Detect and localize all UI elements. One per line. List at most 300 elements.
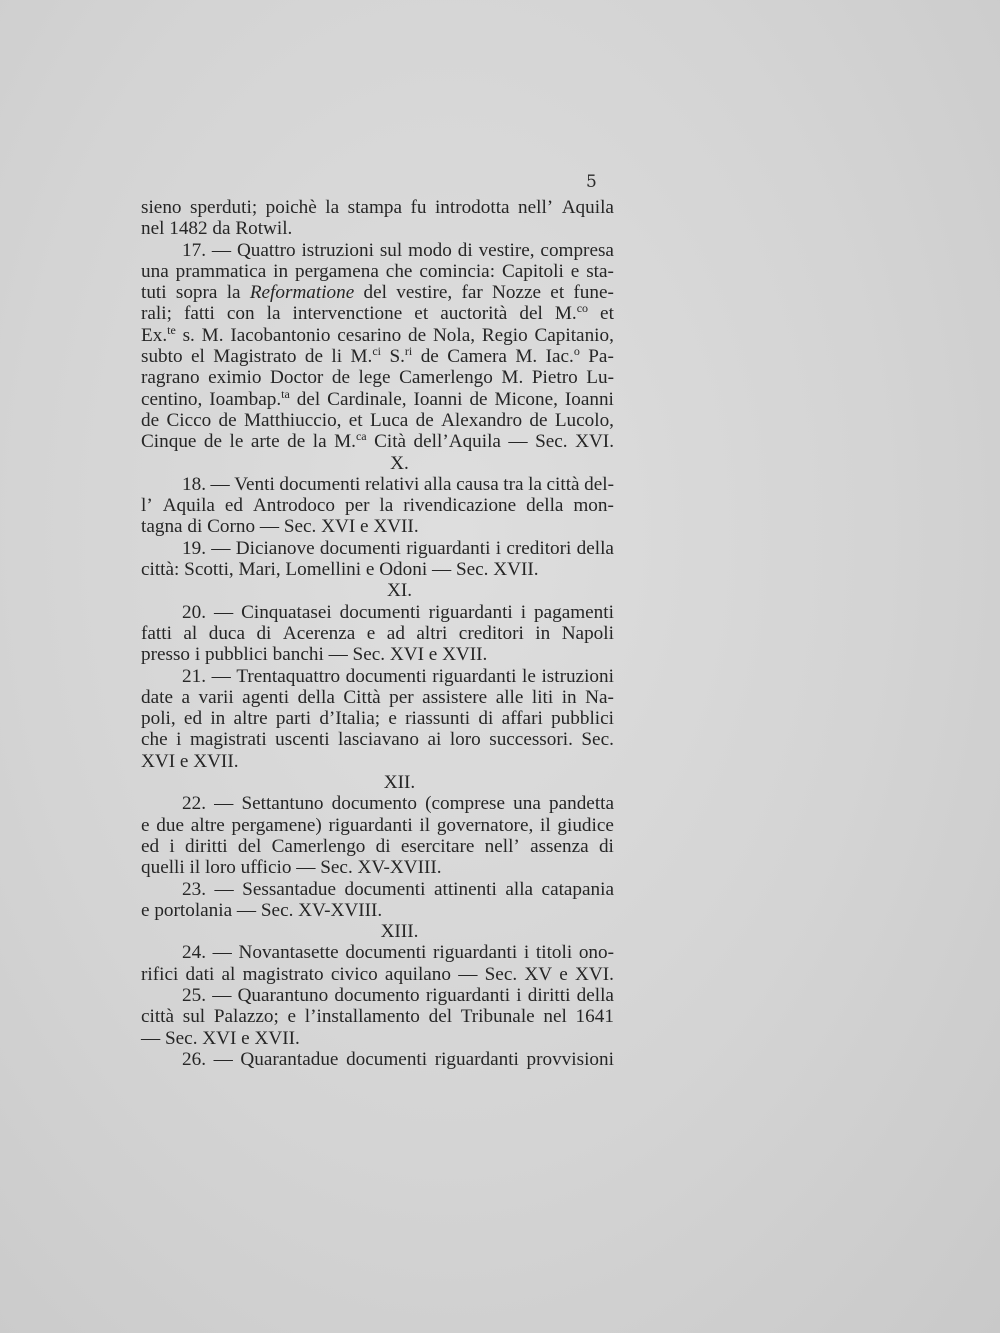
text-line bbox=[141, 1028, 614, 1049]
word: de bbox=[469, 388, 488, 410]
text-line bbox=[141, 623, 614, 644]
word: al bbox=[183, 622, 198, 644]
section-heading bbox=[141, 580, 614, 601]
word: due bbox=[156, 814, 184, 836]
word: l’ bbox=[141, 495, 153, 517]
word: pubblici bbox=[551, 708, 614, 730]
word: istruzioni bbox=[301, 239, 374, 261]
word: poli, bbox=[141, 708, 176, 730]
word: Na- bbox=[585, 686, 614, 708]
word: Nola, bbox=[432, 324, 476, 346]
word: al bbox=[221, 963, 236, 985]
text-line bbox=[141, 559, 614, 580]
word: 21. bbox=[182, 665, 206, 687]
word: Acerenza bbox=[282, 622, 356, 644]
section-heading bbox=[141, 921, 614, 942]
word: Alexandro bbox=[441, 409, 523, 431]
word: et bbox=[550, 282, 565, 304]
word: 22. bbox=[182, 793, 206, 815]
word: Capitoli bbox=[501, 260, 564, 282]
text-line bbox=[141, 218, 614, 239]
word: poichè bbox=[265, 197, 317, 218]
word: intervenctione bbox=[292, 303, 403, 325]
word: altre bbox=[233, 708, 268, 730]
line-text: tagna di Corno — Sec. XVI e XVII. bbox=[141, 516, 419, 538]
word: et bbox=[600, 303, 614, 325]
word: Pa- bbox=[588, 346, 614, 368]
word: Antrodoco bbox=[252, 495, 336, 517]
section-heading bbox=[141, 453, 614, 474]
word: Venti bbox=[234, 473, 275, 495]
word: et bbox=[414, 303, 429, 325]
superscript: ci bbox=[372, 344, 382, 359]
word: Quarantadue bbox=[240, 1048, 339, 1070]
superscript: co bbox=[576, 301, 589, 316]
text-line bbox=[141, 197, 614, 218]
word: della bbox=[576, 537, 614, 559]
text-line bbox=[141, 1006, 614, 1027]
text-line bbox=[141, 751, 614, 772]
word: el bbox=[191, 346, 205, 368]
word: arte bbox=[250, 431, 280, 453]
word: Sec. bbox=[581, 729, 614, 751]
superscript: o bbox=[573, 344, 580, 359]
word: istruzioni bbox=[541, 665, 614, 687]
word: Napoli bbox=[561, 622, 614, 644]
line-text: X. bbox=[390, 452, 409, 474]
word: governatore, bbox=[436, 814, 534, 836]
word: città bbox=[141, 1006, 175, 1028]
word: 26. bbox=[182, 1048, 206, 1070]
text-line bbox=[141, 495, 614, 516]
word: dati bbox=[185, 963, 215, 985]
word: de bbox=[141, 409, 160, 431]
word: de bbox=[218, 409, 237, 431]
word: giudice bbox=[557, 814, 614, 836]
word: la bbox=[226, 282, 241, 304]
word: — bbox=[211, 537, 231, 559]
word: documenti bbox=[344, 878, 426, 900]
word: M. bbox=[515, 346, 538, 368]
superscript: ri bbox=[404, 344, 413, 359]
text-line bbox=[141, 666, 614, 687]
word: alla bbox=[505, 878, 534, 900]
word: — bbox=[211, 665, 231, 687]
word: 19. bbox=[182, 537, 206, 559]
text-line bbox=[141, 410, 614, 431]
word: Cità bbox=[374, 431, 407, 453]
word: Ioanni bbox=[564, 388, 614, 410]
word: ed bbox=[224, 495, 243, 517]
text-line bbox=[141, 793, 614, 814]
word: e bbox=[366, 622, 376, 644]
word: sul bbox=[379, 239, 403, 261]
line-text: XII. bbox=[383, 772, 416, 794]
word: 20. bbox=[182, 601, 206, 623]
word: documenti bbox=[345, 942, 427, 964]
word: — bbox=[214, 878, 234, 900]
word: uscenti bbox=[275, 729, 330, 751]
word: sopra bbox=[175, 282, 218, 304]
word: auctorità bbox=[440, 303, 508, 325]
word: lege bbox=[358, 367, 391, 389]
word: XVI. bbox=[575, 963, 614, 985]
word: tra bbox=[503, 473, 524, 495]
word: Sec. bbox=[484, 963, 518, 985]
word: affari bbox=[501, 708, 543, 730]
word: una bbox=[141, 260, 169, 282]
word: sul bbox=[182, 1006, 206, 1028]
word: comincia: bbox=[419, 260, 496, 282]
word: rivendicazione bbox=[403, 495, 517, 517]
word: assistere bbox=[422, 686, 488, 708]
word: per bbox=[389, 686, 414, 708]
word: Ioanni bbox=[413, 388, 463, 410]
text-line bbox=[141, 602, 614, 623]
word: e bbox=[287, 1006, 297, 1028]
word: e bbox=[141, 814, 150, 836]
word: che bbox=[141, 729, 168, 751]
text-line bbox=[141, 729, 614, 750]
word: nell’ bbox=[484, 835, 520, 857]
text-line bbox=[141, 942, 614, 963]
word: la bbox=[312, 431, 327, 453]
word: relativi bbox=[364, 473, 420, 495]
word: modo bbox=[408, 239, 452, 261]
word: della bbox=[576, 984, 614, 1006]
text-line bbox=[141, 474, 614, 495]
text-line bbox=[141, 386, 614, 410]
word: Novantasette bbox=[238, 942, 339, 964]
word: S.$^{ri}$ bbox=[389, 344, 413, 368]
word: ai bbox=[427, 729, 442, 751]
word: riguardanti bbox=[432, 665, 517, 687]
word: de bbox=[415, 409, 434, 431]
word: introdotta bbox=[434, 197, 510, 218]
word: ed bbox=[183, 708, 203, 730]
word: città bbox=[546, 473, 580, 495]
word: alla bbox=[423, 473, 452, 495]
word: in bbox=[273, 260, 289, 282]
word: fu bbox=[410, 197, 427, 218]
word: dell’Aquila bbox=[413, 431, 501, 453]
word: Ioambap.$^{ta}$ bbox=[209, 386, 290, 410]
word: per bbox=[344, 495, 370, 517]
word: creditori bbox=[506, 537, 572, 559]
text-line bbox=[141, 367, 614, 388]
word: altri bbox=[416, 622, 448, 644]
word: Cardinale, bbox=[327, 388, 407, 410]
word: di bbox=[478, 708, 494, 730]
text-line bbox=[141, 857, 614, 878]
word: Lucolo, bbox=[554, 409, 614, 431]
word: del bbox=[428, 1006, 453, 1028]
word: Settantuno bbox=[241, 793, 324, 815]
word: a bbox=[181, 686, 190, 708]
text-line bbox=[141, 815, 614, 836]
word: del bbox=[296, 388, 321, 410]
text-line bbox=[141, 985, 614, 1006]
word: di bbox=[375, 835, 391, 857]
word: civico bbox=[330, 963, 378, 985]
word: liti bbox=[531, 686, 554, 708]
line-text: — Sec. XVI e XVII. bbox=[141, 1027, 300, 1049]
word: e bbox=[559, 963, 568, 985]
word: de bbox=[529, 409, 548, 431]
word: causa bbox=[456, 473, 499, 495]
word: de bbox=[203, 431, 223, 453]
word: M. bbox=[501, 367, 524, 389]
word: magistrati bbox=[189, 729, 267, 751]
word: (comprese bbox=[425, 793, 505, 815]
word: Cinque bbox=[141, 431, 197, 453]
word: alle bbox=[495, 686, 524, 708]
word: Aquila bbox=[561, 197, 614, 218]
word: titoli bbox=[535, 942, 573, 964]
word: Dicianove bbox=[235, 537, 315, 559]
word: diritti bbox=[185, 835, 228, 857]
word: riassunti bbox=[405, 708, 471, 730]
word: Sessantadue bbox=[242, 878, 336, 900]
word: la bbox=[266, 303, 281, 325]
word: far bbox=[461, 282, 483, 304]
word: varii bbox=[198, 686, 234, 708]
word: che bbox=[385, 260, 413, 282]
word: et bbox=[348, 409, 363, 431]
text-line bbox=[141, 708, 614, 729]
word: i bbox=[523, 942, 530, 964]
word: ono- bbox=[578, 942, 614, 964]
word: del bbox=[237, 835, 262, 857]
text-line bbox=[141, 879, 614, 900]
line-text: e portolania — Sec. XV-XVIII. bbox=[141, 899, 383, 921]
text-line bbox=[141, 431, 614, 452]
word: Camerlengo bbox=[399, 367, 493, 389]
page-number: 5 bbox=[586, 172, 597, 192]
word: di bbox=[256, 622, 272, 644]
word: documento bbox=[331, 793, 417, 815]
word: documento bbox=[334, 984, 420, 1006]
word: parti bbox=[275, 708, 312, 730]
word: nell’ bbox=[518, 197, 554, 218]
word: ed bbox=[141, 835, 160, 857]
word: centino, bbox=[141, 388, 203, 410]
word: i bbox=[169, 835, 175, 857]
word: Capitanio, bbox=[534, 324, 614, 346]
word: li bbox=[331, 346, 343, 368]
text-line bbox=[141, 900, 614, 921]
word: della bbox=[297, 686, 335, 708]
text-line bbox=[141, 346, 614, 367]
word: esercitare bbox=[400, 835, 475, 857]
word: d’Italia; bbox=[319, 708, 381, 730]
word: M.$^{ci}$ bbox=[350, 344, 382, 368]
word: date bbox=[141, 686, 173, 708]
word: creditori bbox=[458, 622, 524, 644]
word: Nozze bbox=[492, 282, 542, 304]
word: di bbox=[457, 239, 473, 261]
text-line bbox=[141, 1049, 614, 1070]
word: fatti bbox=[141, 622, 172, 644]
section-heading bbox=[141, 772, 614, 793]
word: tuti bbox=[141, 282, 167, 304]
word: — bbox=[211, 239, 232, 261]
word: attinenti bbox=[433, 878, 497, 900]
word: catapania bbox=[541, 878, 614, 900]
word: e bbox=[388, 708, 397, 730]
word: — bbox=[508, 431, 528, 453]
word: magistrato bbox=[242, 963, 324, 985]
word: Lu- bbox=[586, 367, 614, 389]
word: vestire, bbox=[396, 282, 453, 304]
word: stampa bbox=[347, 197, 402, 218]
word: 25. bbox=[182, 984, 206, 1006]
word: Palazzo; bbox=[213, 1006, 279, 1028]
word: riguardanti bbox=[428, 601, 513, 623]
word: pergamena bbox=[295, 260, 379, 282]
superscript: te bbox=[167, 322, 176, 337]
word: rali; bbox=[141, 303, 172, 325]
body-text bbox=[141, 197, 614, 1070]
word: l’installamento bbox=[304, 1006, 420, 1028]
word: del bbox=[363, 282, 387, 304]
word: la bbox=[325, 197, 340, 218]
word: riguardanti bbox=[433, 942, 518, 964]
text-line bbox=[141, 644, 614, 665]
word: Tribunale bbox=[460, 1006, 535, 1028]
word: riguardanti bbox=[434, 1048, 519, 1070]
italic-text: Reformatione bbox=[249, 282, 355, 304]
word: Aquila bbox=[162, 495, 215, 517]
word: Quarantuno bbox=[237, 984, 329, 1006]
word: duca bbox=[208, 622, 245, 644]
superscript: ta bbox=[281, 386, 290, 401]
line-text: città: Scotti, Mari, Lomellini e Odoni — Sec. XVII. bbox=[141, 559, 539, 581]
word: le bbox=[522, 665, 536, 687]
word: in bbox=[210, 708, 226, 730]
word: nel bbox=[543, 1006, 567, 1028]
word: Cicco bbox=[166, 409, 212, 431]
word: ragrano bbox=[141, 367, 200, 389]
line-text: XIII. bbox=[380, 921, 419, 943]
word bbox=[250, 282, 354, 303]
word: — bbox=[213, 601, 234, 623]
word: i bbox=[520, 601, 527, 623]
text-line bbox=[141, 322, 614, 346]
word: sperduti; bbox=[190, 197, 258, 218]
word: — bbox=[458, 963, 478, 985]
text-line bbox=[141, 261, 614, 282]
word: 1641 bbox=[575, 1006, 614, 1028]
word: de bbox=[408, 324, 427, 346]
word: Luca bbox=[369, 409, 409, 431]
word: Ex.$^{te}$ bbox=[141, 322, 176, 346]
word: — bbox=[214, 793, 234, 815]
word: M. bbox=[201, 324, 224, 346]
word: — bbox=[212, 984, 232, 1006]
word: lasciavano bbox=[338, 729, 419, 751]
word: de bbox=[420, 346, 439, 368]
word: de bbox=[331, 367, 350, 389]
word: s. bbox=[182, 324, 195, 346]
word: Città bbox=[343, 686, 381, 708]
word: Camera bbox=[447, 346, 507, 368]
word: M.$^{ca}$ bbox=[334, 429, 367, 453]
word: 23. bbox=[182, 878, 206, 900]
word: — bbox=[210, 473, 230, 495]
word: del bbox=[519, 303, 543, 325]
word: assenza bbox=[530, 835, 589, 857]
word: Sec. bbox=[535, 431, 568, 453]
word: 18. bbox=[182, 473, 206, 495]
word: fune- bbox=[573, 282, 614, 304]
word: compresa bbox=[540, 239, 614, 261]
word: documenti bbox=[345, 665, 427, 687]
word: de bbox=[287, 431, 306, 453]
word: rifici bbox=[141, 963, 179, 985]
word: diritti bbox=[527, 984, 571, 1006]
word: del- bbox=[584, 473, 614, 495]
word: Regio bbox=[481, 324, 528, 346]
word: pagamenti bbox=[534, 601, 614, 623]
word: sta- bbox=[586, 260, 614, 282]
line-text: XI. bbox=[386, 580, 413, 602]
word: di bbox=[598, 835, 614, 857]
word: XV bbox=[524, 963, 553, 985]
word: Camerlengo bbox=[271, 835, 366, 857]
word: Cinquatasei bbox=[241, 601, 332, 623]
word: Pietro bbox=[531, 367, 578, 389]
word: il bbox=[419, 814, 431, 836]
word: provvisioni bbox=[526, 1048, 614, 1070]
word: i bbox=[176, 729, 182, 751]
word: — bbox=[213, 1048, 233, 1070]
text-line bbox=[141, 687, 614, 708]
word: la bbox=[528, 473, 542, 495]
word: mon- bbox=[573, 495, 614, 517]
word: della bbox=[526, 495, 564, 517]
word: Iac.$^o$ bbox=[545, 344, 580, 368]
text-line bbox=[141, 516, 614, 537]
word: documenti bbox=[279, 473, 361, 495]
word: Micone, bbox=[494, 388, 558, 410]
text-line bbox=[141, 538, 614, 559]
line-text: XVI e XVII. bbox=[141, 750, 239, 772]
word: ad bbox=[386, 622, 405, 644]
word: successori. bbox=[489, 729, 573, 751]
word: eximio bbox=[208, 367, 262, 389]
word: aquilano bbox=[384, 963, 451, 985]
text-line bbox=[141, 303, 614, 324]
word: il bbox=[540, 814, 551, 836]
word: vestire, bbox=[478, 239, 535, 261]
word: documenti bbox=[319, 537, 401, 559]
word: le bbox=[229, 431, 244, 453]
word: loro bbox=[449, 729, 481, 751]
word: Magistrato bbox=[213, 346, 297, 368]
text-line bbox=[141, 964, 614, 985]
word: M.$^{co}$ bbox=[554, 301, 589, 325]
line-text: presso i pubblici banchi — Sec. XVI e XVII. bbox=[141, 644, 488, 666]
word: 24. bbox=[182, 942, 206, 964]
word: prammatica bbox=[175, 260, 267, 282]
word: Iacobantonio bbox=[230, 324, 331, 346]
word: Trentaquattro bbox=[236, 665, 341, 687]
word: e bbox=[570, 260, 580, 282]
word: — bbox=[212, 942, 232, 964]
word: 17. bbox=[182, 239, 206, 261]
word: Quattro bbox=[236, 239, 296, 261]
